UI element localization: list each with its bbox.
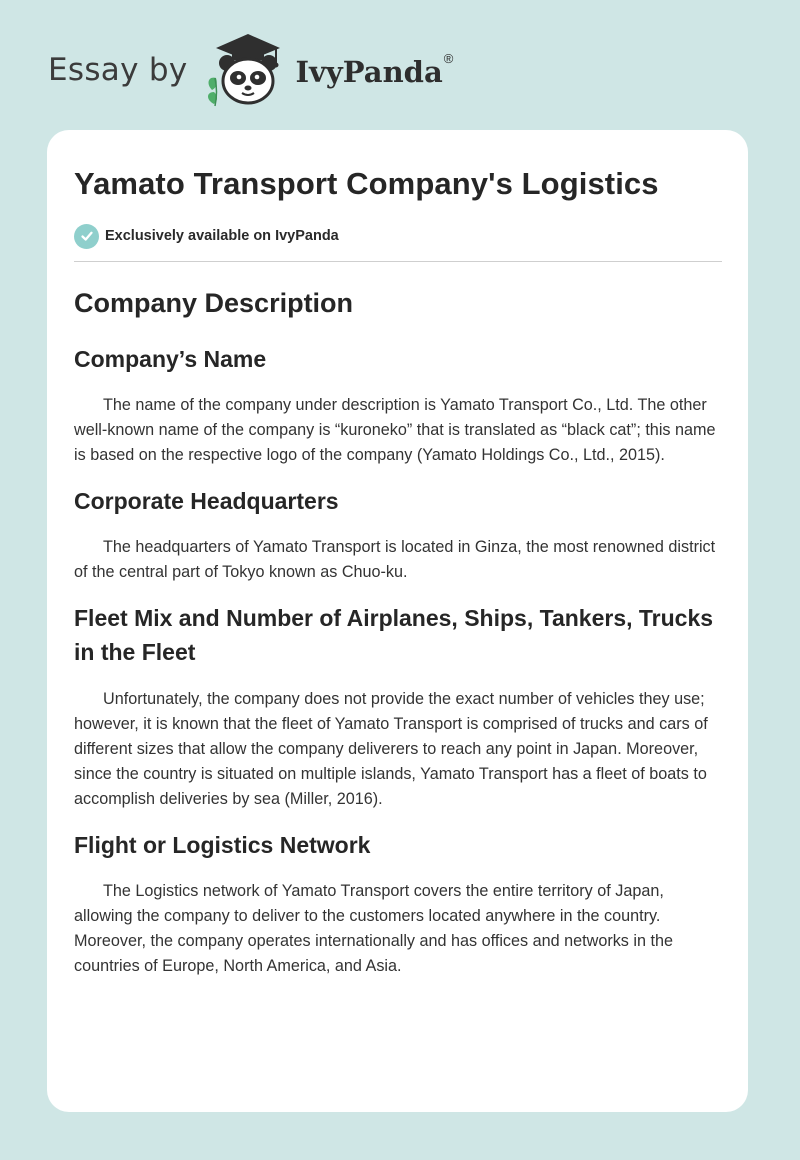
paragraph-headquarters: The headquarters of Yamato Transport is located in Ginza, the most renowned district of the central part of Tokyo known as Chuo-ku. [74,538,716,581]
essay-card [47,130,748,1112]
section-heading: Company Description [74,288,354,318]
availability-badge-label: Exclusively available on IvyPanda [105,228,339,244]
panda-logo-icon [202,30,294,110]
paragraph-network: The Logistics network of Yamato Transport covers the entire territory of Japan, allowing the company to deliver to the customers located anywhere in the country. Moreover, the company operates internationally and has offices and networks in the countries of Europe, North America, and Asia. [74,882,673,975]
title-divider [74,261,722,262]
subsection-heading-fleet: Fleet Mix and Number of Airplanes, Ships, Tankers, Trucks in the Fleet [74,605,714,665]
subsection-heading-headquarters: Corporate Headquarters [74,488,339,514]
registered-mark: ® [443,50,454,66]
logo-prefix-text: Essay by [48,52,188,88]
check-circle-icon [74,224,99,249]
subsection-heading-network: Flight or Logistics Network [74,832,371,858]
availability-badge [74,223,722,249]
paragraph-company-name: The name of the company under description is Yamato Transport Co., Ltd. The other well-known name of the company is “kuroneko” that is translated as “black cat”; this name is based on the respective logo of the company (Yamato Holdings Co., Ltd., 2015). [74,396,716,464]
subsection-heading-company-name: Company’s Name [74,346,267,372]
site-logo[interactable] [48,30,453,110]
brand-name: IvyPanda [295,55,443,89]
essay-title: Yamato Transport Company's Logistics [74,166,659,201]
paragraph-fleet: Unfortunately, the company does not provide the exact number of vehicles they use; however, it is known that the fleet of Yamato Transport is comprised of trucks and cars of different sizes that allow the company deliverers to reach any point in Japan. Moreover, since the country is situated on multiple islands, Yamato Transport has a fleet of boats to accomplish deliveries by sea (Miller, 2016). [74,690,708,808]
